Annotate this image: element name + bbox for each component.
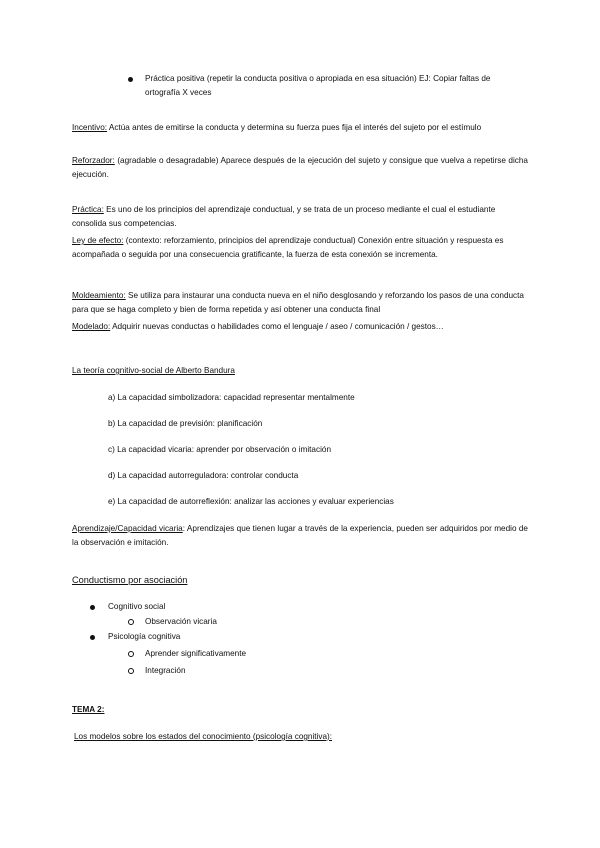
- list-item-psicologia-cognitiva: Psicología cognitiva: [108, 632, 181, 641]
- bandura-title: La teoría cognitivo-social de Alberto Bandura: [72, 366, 235, 375]
- top-bullet-text: Práctica positiva (repetir la conducta positiva o apropiada en esa situación) EJ: Copiar faltas de ortografía X veces: [145, 74, 491, 97]
- def-practica: Práctica: Es uno de los principios del aprendizaje conductual, y se trata de un proceso mediante el cual el estudiante consolida sus competencias.: [72, 205, 496, 228]
- def-moldeamiento: Moldeamiento: Se utiliza para instaurar una conducta nueva en el niño desglosando y reforzando los pasos de una conducta para que se haga completo y bien de forma repetida y así obtener una conducta final: [72, 291, 524, 314]
- hollow-bullet-icon: [128, 651, 134, 657]
- sub-item-aprender: Aprender significativamente: [145, 649, 247, 658]
- def-reforzador: Reforzador: (agradable o desagradable) Aparece después de la ejecución del sujeto y consigue que vuelva a repetirse dicha ejecución.: [72, 156, 528, 179]
- hollow-bullet-icon: [128, 619, 134, 625]
- hollow-bullet-icon: [128, 668, 134, 674]
- term-moldeamiento: Moldeamiento:: [72, 291, 126, 300]
- term-incentivo: Incentivo:: [72, 123, 108, 132]
- sub-item-integracion: Integración: [145, 666, 186, 675]
- term-practica: Práctica:: [72, 205, 104, 214]
- modelos-title: Los modelos sobre los estados del conocimiento (psicología cognitiva):: [74, 732, 333, 741]
- def-ley-efecto: Ley de efecto: (contexto: reforzamiento, principios del aprendizaje conductual) Conexión entre situación y respuesta es acompañada o seguida por una consecuencia gratificante, la fuerza de esta conexión se incrementa.: [72, 236, 504, 259]
- asociacion-title: Conductismo por asociación: [72, 575, 188, 585]
- def-modelado: Modelado: Adquirir nuevas conductas o habilidades como el lenguaje / aseo / comunicación / gestos…: [72, 322, 444, 331]
- def-incentivo: Incentivo: Actúa antes de emitirse la conducta y determina su fuerza pues fija el interés del sujeto por el estímulo: [72, 123, 482, 132]
- bandura-item-a: a) La capacidad simbolizadora: capacidad representar mentalmente: [108, 393, 355, 402]
- bandura-item-e: e) La capacidad de autorreflexión: analizar las acciones y evaluar experiencias: [108, 497, 394, 506]
- bullet-icon: [90, 605, 95, 610]
- def-vicaria: Aprendizaje/Capacidad vicaria: Aprendizajes que tienen lugar a través de la experiencia, pueden ser adquiridos por medio de la observación e imitación.: [72, 524, 528, 547]
- bandura-item-c: c) La capacidad vicaria: aprender por observación o imitación: [108, 445, 332, 454]
- bullet-icon: [90, 635, 95, 640]
- sub-item-observacion: Observación vicaria: [145, 617, 217, 626]
- term-modelado: Modelado:: [72, 322, 111, 331]
- bullet-icon: [128, 77, 133, 82]
- bandura-item-b: b) La capacidad de previsión: planificación: [108, 419, 263, 428]
- tema-heading: TEMA 2:: [72, 705, 105, 714]
- term-ley-efecto: Ley de efecto:: [72, 236, 124, 245]
- term-reforzador: Reforzador:: [72, 156, 115, 165]
- list-item-cognitivo-social: Cognitivo social: [108, 602, 166, 611]
- term-vicaria: Aprendizaje/Capacidad vicaria: [72, 524, 183, 533]
- bandura-item-d: d) La capacidad autorreguladora: controlar conducta: [108, 471, 299, 480]
